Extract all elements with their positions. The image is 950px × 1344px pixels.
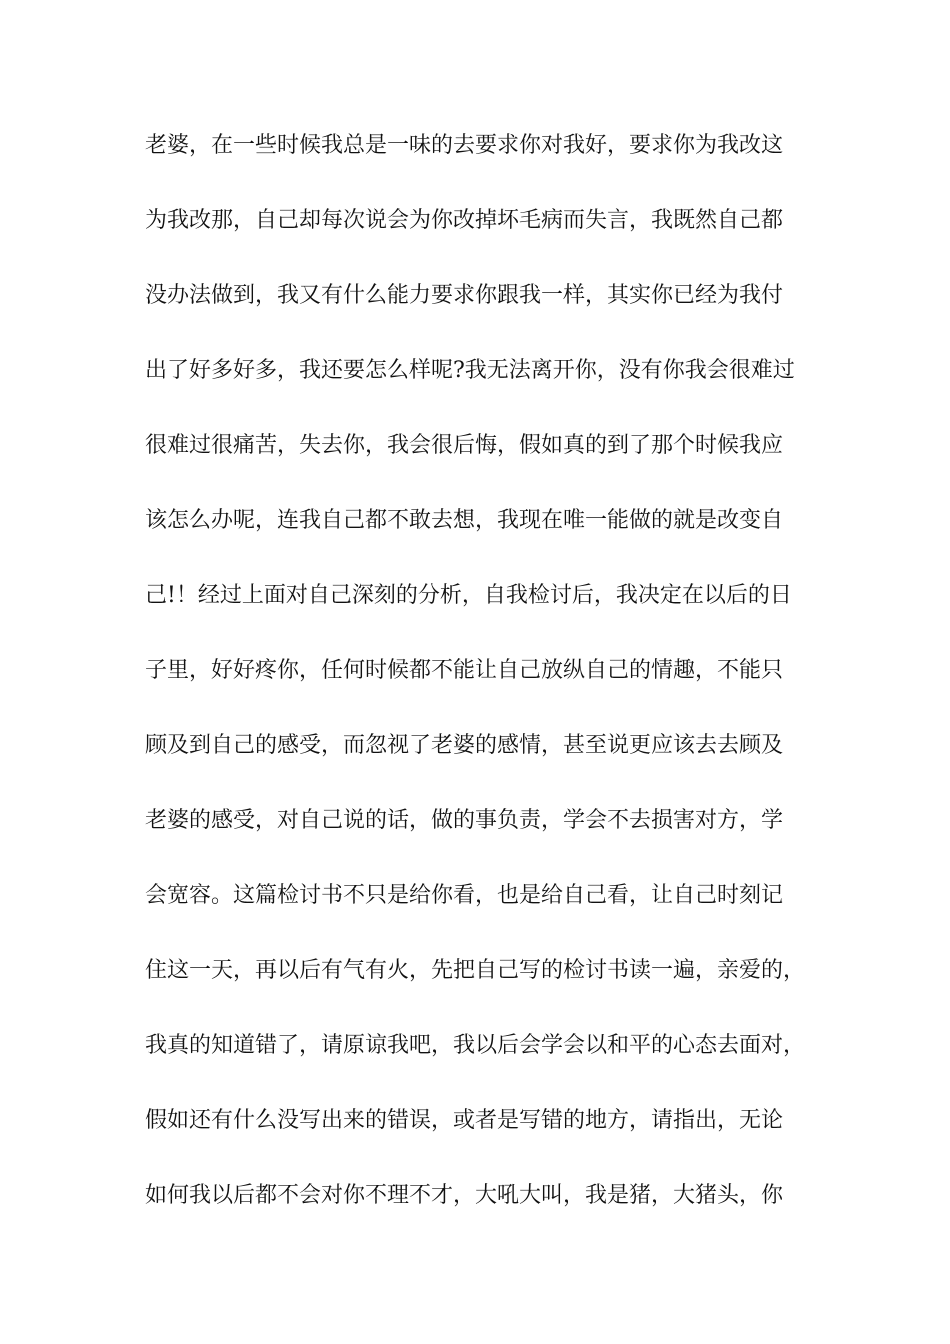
text-line: 老婆的感受，对自己说的话，做的事负责，学会不去损害对方，学 <box>145 808 784 833</box>
text-line: 很难过很痛苦，失去你，我会很后悔，假如真的到了那个时候我应 <box>145 433 784 458</box>
text-line: 假如还有什么没写出来的错误，或者是写错的地方，请指出，无论 <box>145 1108 784 1133</box>
text-line: 为我改那，自己却每次说会为你改掉坏毛病而失言，我既然自己都 <box>145 208 784 233</box>
text-line: 老婆，在一些时候我总是一味的去要求你对我好，要求你为我改这 <box>145 133 784 158</box>
text-line: 该怎么办呢，连我自己都不敢去想，我现在唯一能做的就是改变自 <box>145 508 784 533</box>
text-line: 顾及到自己的感受，而忽视了老婆的感情，甚至说更应该去去顾及 <box>145 733 784 758</box>
text-line: 己!！经过上面对自己深刻的分析，自我检讨后，我决定在以后的日 <box>145 583 792 608</box>
text-line: 会宽容。这篇检讨书不只是给你看，也是给自己看，让自己时刻记 <box>145 883 784 908</box>
text-line: 没办法做到，我又有什么能力要求你跟我一样，其实你已经为我付 <box>145 283 784 308</box>
text-line: 如何我以后都不会对你不理不才，大吼大叫，我是猪，大猪头，你 <box>145 1183 784 1208</box>
text-line: 住这一天，再以后有气有火，先把自己写的检讨书读一遍，亲爱的， <box>145 958 806 983</box>
text-line: 子里，好好疼你，任何时候都不能让自己放纵自己的情趣，不能只 <box>145 658 784 683</box>
text-line: 我真的知道错了，请原谅我吧，我以后会学会以和平的心态去面对， <box>145 1033 806 1058</box>
text-line: 出了好多好多，我还要怎么样呢?我无法离开你，没有你我会很难过 <box>145 358 795 383</box>
